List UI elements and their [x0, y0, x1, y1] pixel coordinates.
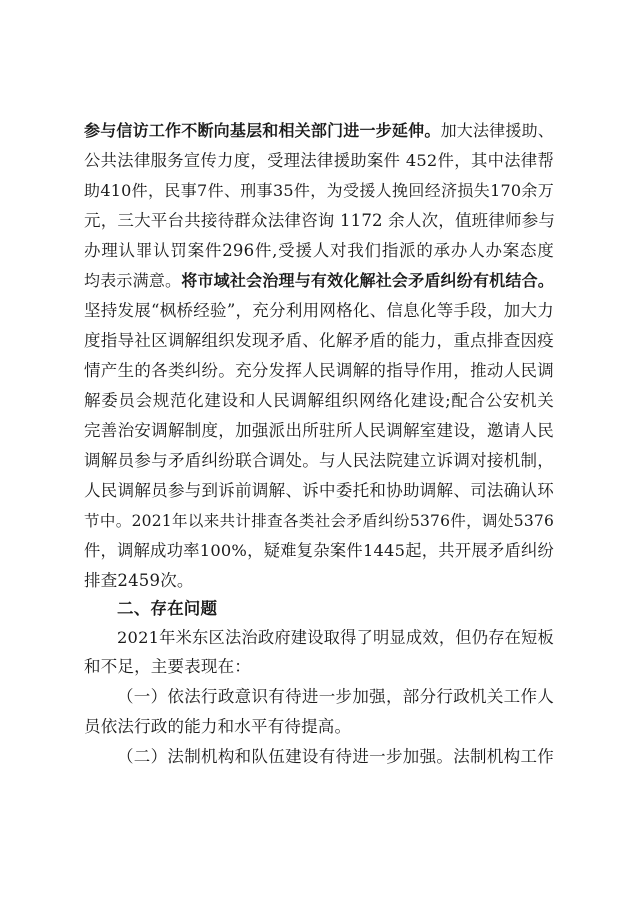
- paragraph-1-line-1: [84, 120, 554, 142]
- plain-text: 均表示满意。: [84, 271, 182, 290]
- item-1-line-1: （一）依法行政意识有待进一步加强，部分行政机关工作人: [117, 687, 554, 706]
- paragraph-1-line-5: 办理认罪认罚案件296件,受援人对我们指派的承办人办案态度: [84, 241, 554, 260]
- plain-text: 加大法律援助、: [440, 121, 555, 140]
- paragraph-1-line-14: 节中。2021年以来共计排查各类社会矛盾纠纷5376件，调处5376: [84, 512, 554, 530]
- paragraph-1-line-3: 助410件，民事7件、刑事35件，为受援人挽回经济损失170余万: [84, 181, 554, 200]
- bold-lead-sentence: 将市域社会治理与有效化解社会矛盾纠纷有机结合。: [181, 271, 554, 290]
- item-1-line-2: 员依法行政的能力和水平有待提高。: [84, 717, 352, 736]
- item-2-line-1: （二）法制机构和队伍建设有待进一步加强。法制机构工作: [117, 747, 554, 766]
- section-heading: 二、存在问题: [117, 599, 218, 618]
- paragraph-1-line-10: 解委员会规范化建设和人民调解组织网络化建设;配合公安机关: [84, 391, 554, 410]
- paragraph-1-line-15: 件，调解成功率100%，疑难复杂案件1445起，共开展矛盾纠纷: [84, 541, 554, 560]
- paragraph-1-line-2: 公共法律服务宣传力度，受理法律援助案件 452件，其中法律帮: [84, 151, 554, 170]
- paragraph-1-line-7: 坚持发展“枫桥经验”，充分利用网格化、信息化等手段，加大力: [84, 301, 554, 320]
- paragraph-1-line-11: 完善治安调解制度，加强派出所驻所人民调解室建设，邀请人民: [84, 421, 554, 440]
- paragraph-1-line-8: 度指导社区调解组织发现矛盾、化解矛盾的能力，重点排查因疫: [84, 331, 554, 350]
- paragraph-1-line-13: 人民调解员参与到诉前调解、诉中委托和协助调解、司法确认环: [84, 481, 554, 500]
- paragraph-1-line-9: 情产生的各类纠纷。充分发挥人民调解的指导作用，推动人民调: [84, 361, 554, 380]
- bold-lead-sentence: 参与信访工作不断向基层和相关部门进一步延伸。: [84, 121, 441, 140]
- paragraph-1-line-4: 元，三大平台共接待群众法律咨询 1172 余人次，值班律师参与: [84, 211, 556, 230]
- paragraph-1-line-6: [84, 270, 554, 292]
- paragraph-1-line-12: 调解员参与矛盾纠纷联合调处。与人民法院建立诉调对接机制，: [84, 451, 554, 470]
- paragraph-2-line-1: 2021年米东区法治政府建设取得了明显成效，但仍存在短板: [117, 628, 554, 647]
- paragraph-2-line-2: 和不足，主要表现在：: [84, 657, 251, 676]
- paragraph-1-line-16: 排查2459次。: [84, 571, 194, 590]
